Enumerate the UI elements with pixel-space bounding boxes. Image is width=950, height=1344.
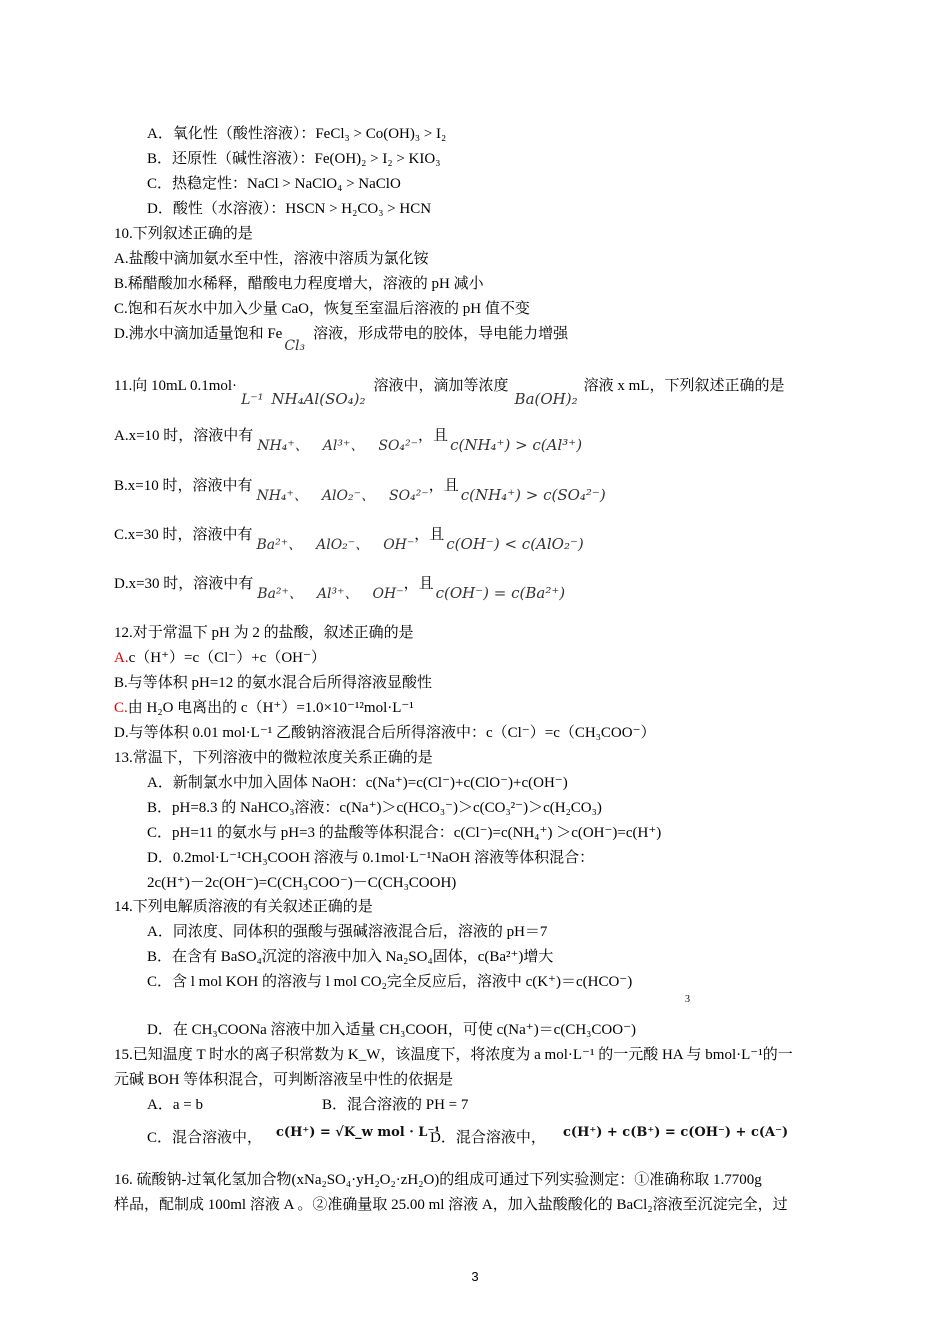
q13-option-c: C．pH=11 的氨水与 pH=3 的盐酸等体积混合：c(Cl⁻)=c(NH₄⁺) ＞c(OH⁻)=c(H⁺): [147, 825, 662, 841]
q15-stem-line1: 15.已知温度 T 时水的离子积常数为 K_W，该温度下，将浓度为 a mol·L⁻¹ 的一元酸 HA 与 bmol·L⁻¹的一: [114, 1047, 793, 1063]
q11-d-ion-1: Ba²⁺、: [257, 586, 303, 602]
q14-option-a: A．同浓度、同体积的强酸与强碱溶液混合后，溶液的 pH＝7: [147, 924, 548, 940]
q11-option-c: [114, 527, 584, 553]
q11-d-condition: c(OH⁻) = c(Ba²⁺): [435, 584, 566, 602]
q15-c-formula: c(H⁺) = √K_w mol · L⁻¹: [276, 1125, 441, 1140]
q12-option-b: B.与等体积 pH=12 的氨水混合后所得溶液显酸性: [114, 675, 433, 691]
q15-stem-line2: 元碱 BOH 等体积混合，可判断溶液呈中性的依据是: [114, 1072, 454, 1088]
q11-unit: L⁻¹: [241, 392, 264, 408]
q10-option-a: A.盐酸中滴加氨水至中性，溶液中溶质为氯化铵: [114, 251, 429, 267]
q11-stem-mid: 溶液中，滴加等浓度: [373, 378, 509, 394]
q15-option-b: B．混合溶液的 PH = 7: [322, 1097, 469, 1113]
q11-c-lead: C.x=30 时，溶液中有: [114, 527, 253, 543]
q11-stem-post: 溶液 x mL，下列叙述正确的是: [583, 378, 785, 394]
q11-b-ion-2: AlO₂⁻、: [321, 488, 376, 504]
q12-c-text: 由 H₂O 电离出的 c（H⁺）=1.0×10⁻¹²mol·L⁻¹: [127, 700, 414, 716]
q11-c-condition: c(OH⁻) < c(AlO₂⁻): [446, 535, 584, 553]
q14-option-d: D．在 CH₃COONa 溶液中加入适量 CH₃COOH，可使 c(Na⁺)＝c(CH₃COO⁻): [147, 1022, 636, 1038]
q11-b-ion-3: SO₄²⁻: [389, 488, 429, 504]
page-number: 3: [471, 1269, 479, 1284]
q15-option-d: D．混合溶液中，: [430, 1130, 546, 1146]
q10-option-d: [114, 326, 569, 354]
q11-d-and: ，且: [403, 576, 434, 592]
q11-a-ion-2: Al³⁺、: [322, 438, 365, 454]
q11-d-lead: D.x=30 时，溶液中有: [114, 576, 254, 592]
q11-b-ion-1: NH₄⁺、: [256, 488, 308, 504]
q11-option-a: [114, 428, 583, 454]
q11-b-lead: B.x=10 时，溶液中有: [114, 478, 253, 494]
q11-a-condition: c(NH₄⁺) > c(Al³⁺): [450, 436, 583, 454]
q15-option-c: C．混合溶液中，: [147, 1130, 263, 1146]
q13-option-d-line2: 2c(H⁺)－2c(OH⁻)=C(CH₃COO⁻)－C(CH₃COOH): [147, 875, 457, 891]
q11-stem: [114, 378, 785, 408]
q13-stem: 13.常温下，下列溶液中的微粒浓度关系正确的是: [114, 750, 433, 766]
q11-a-lead: A.x=10 时，溶液中有: [114, 428, 254, 444]
q14-c-subscript: 3: [685, 994, 690, 1005]
q11-a-and: ，且: [418, 428, 449, 444]
q11-stem-pre: 11.向 10mL 0.1mol·: [114, 378, 238, 394]
q11-option-d: [114, 576, 566, 602]
q16-stem-line1: 16. 硫酸钠-过氧化氢加合物(xNa₂SO₄·yH₂O₂·zH₂O)的组成可通过下列实验测定：①准确称取 1.7700g: [114, 1172, 762, 1188]
q11-c-ion-2: AlO₂⁻、: [316, 537, 370, 553]
q11-salt-formula: NH₄Al(SO₄)₂: [271, 390, 366, 408]
q9-option-b: B．还原性（碱性溶液）：Fe(OH)₂ > I₂ > KIO₃: [147, 151, 441, 167]
q15-d-formula: c(H⁺) + c(B⁺) = c(OH⁻) + c(A⁻): [563, 1125, 789, 1140]
q16-stem-line2: 样品，配制成 100ml 溶液 A 。②准确量取 25.00 ml 溶液 A，加入盐酸酸化的 BaCl₂溶液至沉淀完全，过: [114, 1197, 788, 1213]
q10-stem: 10.下列叙述正确的是: [114, 226, 253, 242]
q12-stem: 12.对于常温下 pH 为 2 的盐酸，叙述正确的是: [114, 625, 414, 641]
q14-option-c: [147, 975, 632, 990]
q14-c-tail: ⁻): [619, 974, 633, 990]
q15-option-a: A．a = b: [147, 1097, 203, 1113]
q14-c-text: C．含 l mol KOH 的溶液与 l mol CO₂完全反应后，溶液中 c(K⁺)＝c(HCO: [147, 974, 620, 990]
q12-a-letter: A.: [114, 650, 129, 666]
q11-d-ion-2: Al³⁺、: [316, 586, 359, 602]
q11-b-condition: c(NH₄⁺) > c(SO₄²⁻): [460, 486, 606, 504]
q13-option-a: A．新制氯水中加入固体 NaOH：c(Na⁺)=c(Cl⁻)+c(ClO⁻)+c(OH⁻): [147, 775, 568, 791]
q12-option-a: [114, 651, 326, 666]
q10-d-tail: 溶液，形成带电的胶体，导电能力增强: [313, 326, 569, 342]
q13-option-d-line1: D．0.2mol·L⁻¹CH₃COOH 溶液与 0.1mol·L⁻¹NaOH 溶液等体积混合：: [147, 850, 595, 866]
q11-a-ion-3: SO₄²⁻: [378, 438, 419, 454]
q11-a-ion-1: NH₄⁺、: [257, 438, 309, 454]
q12-c-letter: C.: [114, 700, 128, 716]
q12-option-c: [114, 701, 414, 716]
q11-c-ion-3: OH⁻: [383, 537, 415, 553]
q9-option-a: A．氧化性（酸性溶液）：FeCl₃ > Co(OH)₃ > I₂: [147, 126, 447, 142]
q12-option-d: D.与等体积 0.01 mol·L⁻¹ 乙酸钠溶液混合后所得溶液中：c（Cl⁻）=c（CH₃COO⁻）: [114, 725, 656, 741]
q10-d-formula: Cl₃: [284, 338, 306, 354]
q11-c-and: ，且: [414, 527, 445, 543]
q11-base-formula: Ba(OH)₂: [514, 390, 578, 408]
q14-option-b: B．在含有 BaSO₄沉淀的溶液中加入 Na₂SO₄固体，c(Ba²⁺)增大: [147, 949, 554, 965]
q9-option-d: D．酸性（水溶液）：HSCN > H₂CO₃ > HCN: [147, 201, 432, 217]
q10-option-c: C.饱和石灰水中加入少量 CaO，恢复至室温后溶液的 pH 值不变: [114, 301, 530, 317]
q12-a-text: c（H⁺）=c（Cl⁻）+c（OH⁻）: [128, 650, 326, 666]
q10-d-text: D.沸水中滴加适量饱和 Fe: [114, 326, 283, 342]
q9-option-c: C．热稳定性：NaCl > NaClO₄ > NaClO: [147, 176, 401, 192]
q10-option-b: B.稀醋酸加水稀释，醋酸电力程度增大，溶液的 pH 减小: [114, 276, 484, 292]
q11-c-ion-1: Ba²⁺、: [256, 537, 303, 553]
q11-b-and: ，且: [428, 478, 459, 494]
q13-option-b: B．pH=8.3 的 NaHCO₃溶液：c(Na⁺)＞c(HCO₃⁻)＞c(CO₃²⁻)＞c(H₂CO₃): [147, 800, 602, 816]
q14-stem: 14.下列电解质溶液的有关叙述正确的是: [114, 899, 373, 915]
q11-option-b: [114, 478, 606, 504]
q11-d-ion-3: OH⁻: [372, 586, 404, 602]
